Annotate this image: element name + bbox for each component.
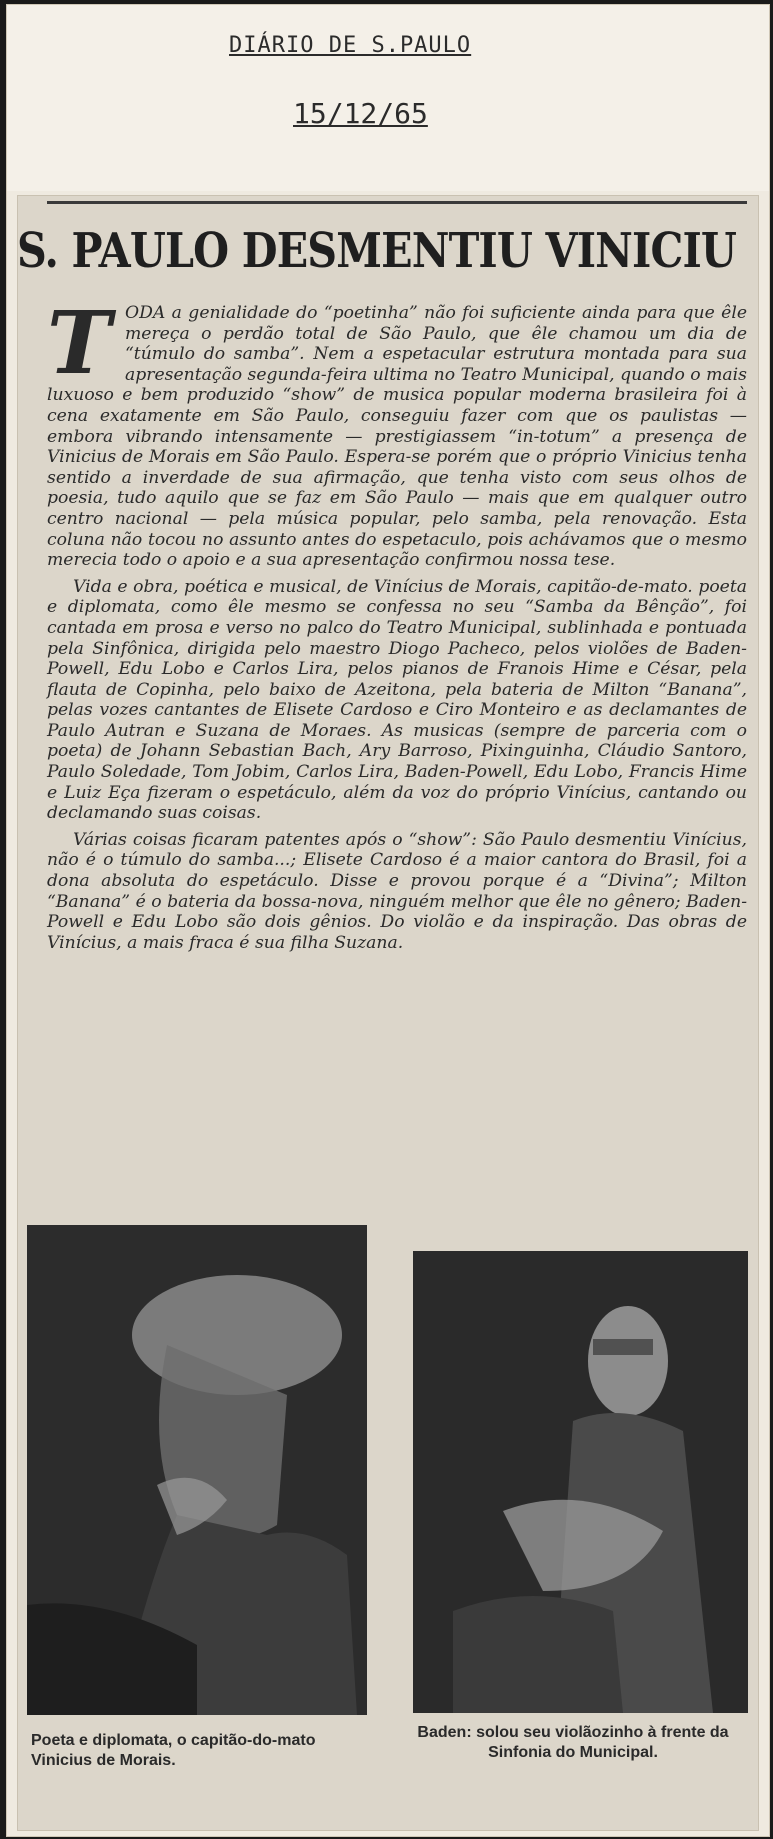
paragraph-2: Vida e obra, poética e musical, de Vinícius de Morais, capitão-de-mato. poeta e diplomata, como êle mesmo se confessa no seu “Samba da Bênção”, foi cantada em prosa e verso no palco do Teatro Municipal, sublinhada e pontuada pela Sinfônica, dirigida pelo maestro Diogo Pacheco, pelos violões de Baden-Powell, Edu Lobo e Carlos Lira, pelos pianos de Franois Hime e César, pela flauta de Copinha, pelo baixo de Azeitona, pela bateria de Milton “Banana”, pelas vozes cantantes de Elisete Cardoso e Ciro Monteiro e as declamantes de Paulo Autran e Suzana de Moraes. As musicas (sempre de parceria com o poeta) de Johann Sebastian Bach, Ary Barroso, Pixinguinha, Cláudio Santoro, Paulo Soledade, Tom Jobim, Carlos Lira, Baden-Powell, Edu Lobo, Francis Hime e Luiz Eça fizeram o espetáculo, além da voz do próprio Vinícius, cantando ou declamando suas coisas.: [47, 576, 747, 824]
photo-baden-image: [413, 1251, 748, 1713]
drop-cap: T: [47, 293, 111, 394]
photo-vinicius-image: [27, 1225, 367, 1715]
paragraph-1-text: ODA a genialidade do “poetinha” não foi suficiente ainda para que êle mereça o perdão total de São Paulo, que êle chamou um dia de “túmulo do samba”. Nem a espetacular estrutura montada para sua apresentação segunda-feira ultima no Teatro Municipal, quando o mais luxuoso e bem produzido “show” de musica popular moderna brasileira foi à cena exatamente em São Paulo, conseguiu fazer com que os paulistas — embora vibrando intensamente — prestigiassem “in-totum” a presença de Vinicius de Morais em São Paulo. Espera-se porém que o próprio Vinicius tenha sentido a inverdade de sua afirmação, que tenha visto com seus olhos de poesia, tudo aquilo que se faz em São Paulo — mais que em qualquer outro centro nacional — pela música popular, pelo samba, pela renovação. Esta coluna não tocou no assunto antes do espetaculo, pois achávamos que o mesmo merecia todo o apoio e a sua apresentação confirmou nossa tese.: [47, 303, 747, 571]
photo-baden: [413, 1251, 748, 1713]
archive-label: [7, 5, 769, 191]
caption-vinicius: Poeta e diplomata, o capitão-do-mato Vinicius de Morais.: [31, 1732, 316, 1769]
headline: S. PAULO DESMENTIU VINICIU: [17, 223, 737, 279]
paragraph-1: [47, 293, 747, 571]
newspaper-name: DIÁRIO DE S.PAULO: [229, 33, 472, 58]
photo-vinicius: [27, 1225, 367, 1715]
top-rule: [47, 201, 747, 204]
paragraph-3: Várias coisas ficaram patentes após o “show”: São Paulo desmentiu Vinícius, não é o túmulo do samba...; Elisete Cardoso é a maior cantora do Brasil, foi a dona absoluta do espetáculo. Disse e provou porque é a “Divina”; Milton “Banana” é o bateria da bossa-nova, ninguém melhor que êle no gênero; Baden-Powell e Edu Lobo são dois gênios. Do violão e da inspiração. Das obras de Vinícius, a mais fraca é sua filha Suzana.: [47, 829, 747, 953]
newspaper-clipping: [17, 195, 759, 1831]
article-body: [47, 293, 747, 959]
clipping-date: 15/12/65: [293, 97, 428, 130]
clipping-sheet: [6, 4, 770, 1837]
caption-baden: Baden: solou seu violãozinho à frente da Sinfonia do Municipal.: [417, 1724, 729, 1761]
